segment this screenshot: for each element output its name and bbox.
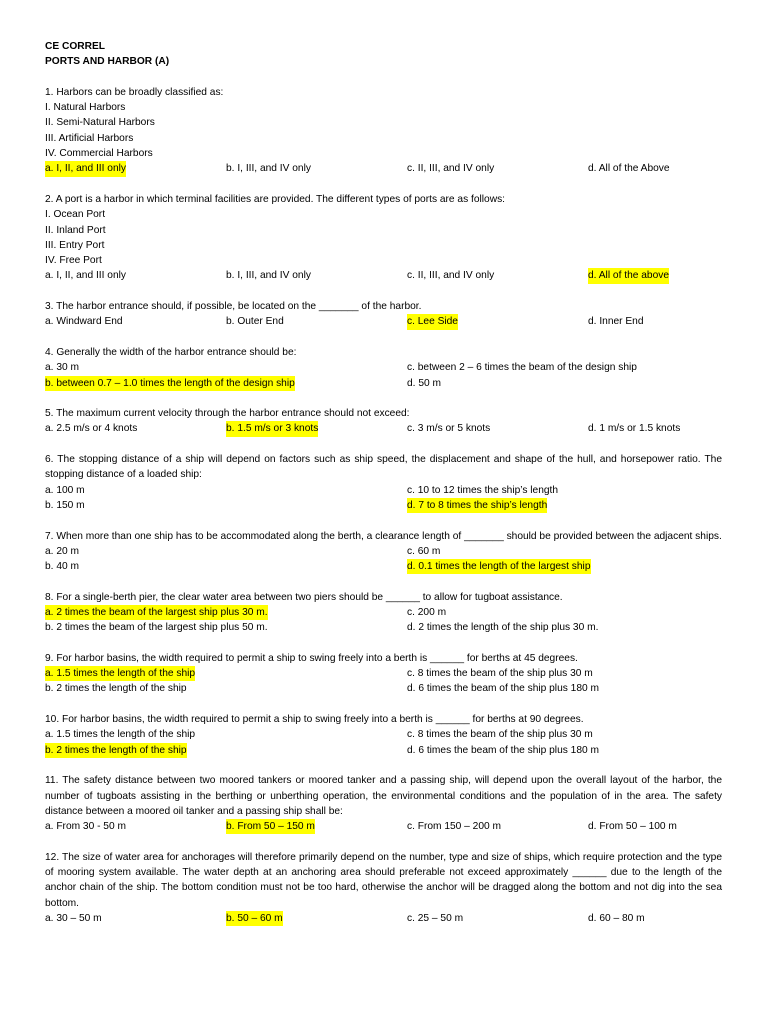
option-b-answer: b. between 0.7 – 1.0 times the length of the design ship (45, 376, 295, 391)
options-row (45, 360, 722, 375)
option-b: b. 40 m (45, 561, 79, 573)
option-d: d. 6 times the beam of the ship plus 180 m (407, 683, 599, 695)
question-11 (45, 773, 722, 834)
option-c: c. 60 m (407, 545, 441, 557)
question-stem: 9. For harbor basins, the width required to permit a ship to swing freely into a berth is ______ for berths at 45 degrees. (45, 652, 578, 664)
option-b-answer: b. From 50 – 150 m (226, 819, 315, 834)
question-stem: 6. The stopping distance of a ship will depend on factors such as ship speed, the displacement and shape of the hull, and horsepower ratio. The stopping distance of a loaded ship: (45, 454, 722, 481)
question-item: II. Semi-Natural Harbors (45, 117, 155, 129)
question-1 (45, 85, 722, 177)
question-6 (45, 452, 722, 513)
option-a: a. 100 m (45, 484, 85, 496)
question-item: IV. Free Port (45, 255, 102, 267)
question-stem: 10. For harbor basins, the width required to permit a ship to swing freely into a berth is ______ for berths at 90 degrees. (45, 714, 584, 726)
question-item: I. Natural Harbors (45, 102, 126, 114)
option-d: d. 50 m (407, 377, 441, 389)
option-d: d. Inner End (588, 316, 644, 328)
question-stem: 3. The harbor entrance should, if possible, be located on the _______ of the harbor. (45, 301, 422, 313)
option-c: c. II, III, and IV only (407, 270, 495, 282)
question-stem: 2. A port is a harbor in which terminal facilities are provided. The different types of ports are as follows: (45, 193, 505, 205)
question-3 (45, 299, 722, 330)
options-row (45, 620, 722, 635)
options-row (45, 666, 722, 681)
options-row (45, 268, 722, 283)
options-row (45, 161, 722, 176)
option-c: c. 8 times the beam of the ship plus 30 m (407, 729, 593, 741)
option-a: a. 2.5 m/s or 4 knots (45, 423, 138, 435)
question-stem: 11. The safety distance between two moored tankers or moored tanker and a passing ship, will depend upon the overall layout of the harbor, the number of tugboats assisting in the berthing or unberthing operation, the environmental conditions and the population of in the area. The safety distance between a moored oil tanker and a passing ship shall be: (45, 775, 722, 817)
question-item: II. Inland Port (45, 224, 106, 236)
option-b-answer: b. 50 – 60 m (226, 911, 283, 926)
question-item: III. Artificial Harbors (45, 132, 134, 144)
option-c: c. 10 to 12 times the ship’s length (407, 484, 559, 496)
question-2 (45, 192, 722, 284)
option-a: a. 1.5 times the length of the ship (45, 729, 196, 741)
option-c: c. II, III, and IV only (407, 163, 495, 175)
option-c: c. 200 m (407, 606, 447, 618)
option-c-answer: c. Lee Side (407, 314, 458, 329)
options-row (45, 681, 722, 696)
options-row (45, 743, 722, 758)
option-b-answer: b. 2 times the length of the ship (45, 743, 187, 758)
option-d: d. 2 times the length of the ship plus 30 m. (407, 622, 599, 634)
question-stem: 4. Generally the width of the harbor entrance should be: (45, 346, 297, 358)
question-4 (45, 345, 722, 391)
option-a: a. 30 – 50 m (45, 912, 102, 924)
option-d-answer: d. 0.1 times the length of the largest ship (407, 559, 591, 574)
options-row (45, 605, 722, 620)
option-a: a. From 30 - 50 m (45, 821, 126, 833)
option-d-answer: d. 7 to 8 times the ship’s length (407, 498, 547, 513)
option-c: c. 8 times the beam of the ship plus 30 m (407, 668, 593, 680)
option-b: b. Outer End (226, 316, 284, 328)
option-b: b. 2 times the beam of the largest ship plus 50 m. (45, 622, 268, 634)
options-row (45, 819, 722, 834)
option-d: d. 60 – 80 m (588, 912, 645, 924)
options-row (45, 544, 722, 559)
option-a: a. 30 m (45, 362, 79, 374)
option-a: a. 20 m (45, 545, 79, 557)
options-row (45, 498, 722, 513)
course-code: CE CORREL (45, 41, 105, 52)
question-12 (45, 850, 722, 926)
option-d: d. All of the Above (588, 163, 670, 175)
option-c: c. 3 m/s or 5 knots (407, 423, 491, 435)
option-b: b. 2 times the length of the ship (45, 683, 187, 695)
options-row (45, 483, 722, 498)
option-b-answer: b. 1.5 m/s or 3 knots (226, 421, 318, 436)
question-item: I. Ocean Port (45, 209, 106, 221)
document-title: PORTS AND HARBOR (A) (45, 56, 170, 68)
question-stem: 1. Harbors can be broadly classified as: (45, 86, 224, 98)
options-row (45, 727, 722, 742)
question-7 (45, 529, 722, 575)
question-item: IV. Commercial Harbors (45, 148, 153, 160)
question-stem: 5. The maximum current velocity through the harbor entrance should not exceed: (45, 408, 410, 420)
option-c: c. 25 – 50 m (407, 912, 464, 924)
option-a-answer: a. 2 times the beam of the largest ship plus 30 m. (45, 605, 268, 620)
options-row (45, 314, 722, 329)
option-a-answer: a. I, II, and III only (45, 161, 126, 176)
options-row (45, 559, 722, 574)
option-d: d. From 50 – 100 m (588, 821, 677, 833)
option-d-answer: d. All of the above (588, 268, 669, 283)
question-8 (45, 590, 722, 636)
option-d: d. 6 times the beam of the ship plus 180 m (407, 744, 599, 756)
options-row (45, 376, 722, 391)
document-content (45, 39, 722, 926)
option-a: a. I, II, and III only (45, 270, 126, 282)
question-stem: 7. When more than one ship has to be accommodated along the berth, a clearance length of _______ should be provided between the adjacent ships. (45, 530, 722, 542)
option-a-answer: a. 1.5 times the length of the ship (45, 666, 195, 681)
question-5 (45, 406, 722, 437)
question-item: III. Entry Port (45, 239, 105, 251)
options-row (45, 911, 722, 926)
question-stem: 8. For a single-berth pier, the clear water area between two piers should be ______ to allow for tugboat assistance. (45, 591, 563, 603)
option-c: c. between 2 – 6 times the beam of the design ship (407, 362, 637, 374)
option-c: c. From 150 – 200 m (407, 821, 501, 833)
option-d: d. 1 m/s or 1.5 knots (588, 423, 681, 435)
option-b: b. I, III, and IV only (226, 163, 311, 175)
question-stem: 12. The size of water area for anchorages will therefore primarily depend on the number, type and size of ships, which require protection and the type of mooring system available. The water depth at an anchoring area should preferable not exceed approximately ______ due to the length of the anchor chain of the ship. The bottom condition must not be too hard, otherwise the anchor will be dragged along the bottom and not dig into the sea bottom. (45, 851, 722, 909)
option-b: b. I, III, and IV only (226, 270, 311, 282)
option-a: a. Windward End (45, 316, 123, 328)
question-9 (45, 651, 722, 697)
option-b: b. 150 m (45, 499, 85, 511)
options-row (45, 421, 722, 436)
question-10 (45, 712, 722, 758)
